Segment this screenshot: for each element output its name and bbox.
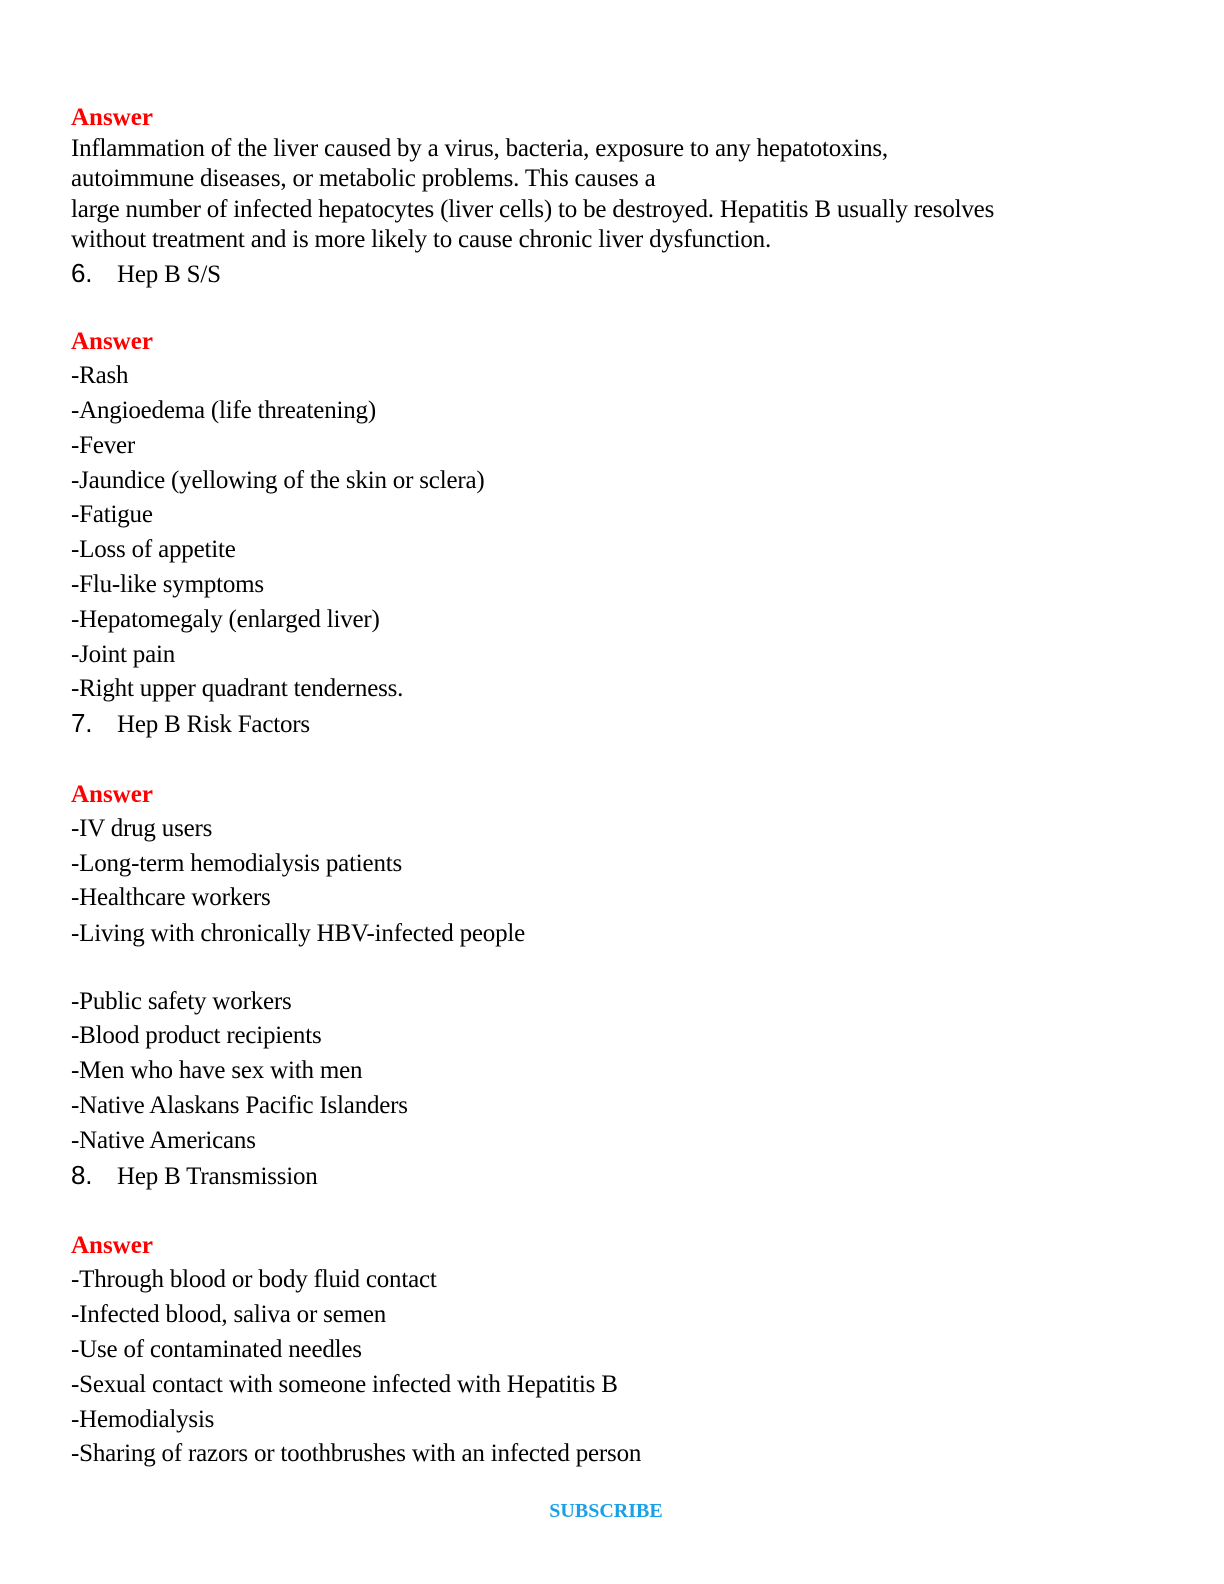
- answer-5-line: without treatment and is more likely to cause chronic liver dysfunction.: [71, 226, 771, 253]
- answer-7-item: -Blood product recipients: [71, 1022, 322, 1049]
- answer-6-item: -Fever: [71, 432, 136, 459]
- answer-6-item: -Jaundice (yellowing of the skin or sclera): [71, 467, 485, 494]
- answer-7-item: -Healthcare workers: [71, 884, 271, 911]
- question-7: [71, 708, 310, 740]
- answer-7-item: -Public safety workers: [71, 988, 292, 1015]
- answer-7-item: -Living with chronically HBV-infected people: [71, 920, 526, 947]
- answer-7-item: -Long-term hemodialysis patients: [71, 850, 403, 877]
- answer-6-item: -Loss of appetite: [71, 536, 236, 563]
- question-6-title: Hep B S/S: [117, 261, 221, 288]
- answer-7-item: -Native Alaskans Pacific Islanders: [71, 1092, 408, 1119]
- answer-6-item: -Angioedema (life threatening): [71, 397, 376, 424]
- answer-8-item: -Through blood or body fluid contact: [71, 1266, 437, 1293]
- answer-7-item: -IV drug users: [71, 815, 213, 842]
- answer-7-item: -Native Americans: [71, 1127, 256, 1154]
- question-6: [71, 258, 221, 290]
- answer-8-item: -Use of contaminated needles: [71, 1336, 362, 1363]
- question-6-number: 6.: [71, 258, 93, 288]
- answer-6-item: -Hepatomegaly (enlarged liver): [71, 606, 380, 633]
- answer-label-7: Answer: [71, 781, 153, 808]
- subscribe-link[interactable]: SUBSCRIBE: [549, 1500, 663, 1522]
- answer-label-5: Answer: [71, 104, 153, 131]
- answer-6-item: -Flu-like symptoms: [71, 571, 264, 598]
- answer-8-item: -Infected blood, saliva or semen: [71, 1301, 387, 1328]
- answer-6-item: -Joint pain: [71, 641, 176, 668]
- answer-8-item: -Sexual contact with someone infected with Hepatitis B: [71, 1371, 618, 1398]
- answer-label-8: Answer: [71, 1232, 153, 1259]
- question-7-title: Hep B Risk Factors: [117, 711, 310, 738]
- question-7-number: 7.: [71, 708, 93, 738]
- answer-label-6: Answer: [71, 328, 153, 355]
- answer-6-item: -Right upper quadrant tenderness.: [71, 675, 404, 702]
- question-8-title: Hep B Transmission: [117, 1163, 318, 1190]
- answer-5-line: large number of infected hepatocytes (liver cells) to be destroyed. Hepatitis B usually resolves: [71, 196, 995, 223]
- answer-8-item: -Sharing of razors or toothbrushes with an infected person: [71, 1440, 642, 1467]
- answer-6-item: -Rash: [71, 362, 129, 389]
- answer-7-item: -Men who have sex with men: [71, 1057, 363, 1084]
- question-8: [71, 1160, 318, 1192]
- answer-5-line: Inflammation of the liver caused by a virus, bacteria, exposure to any hepatotoxins,: [71, 135, 888, 162]
- question-8-number: 8.: [71, 1160, 93, 1190]
- answer-8-item: -Hemodialysis: [71, 1406, 215, 1433]
- answer-5-line: autoimmune diseases, or metabolic problems. This causes a: [71, 165, 656, 192]
- answer-6-item: -Fatigue: [71, 501, 153, 528]
